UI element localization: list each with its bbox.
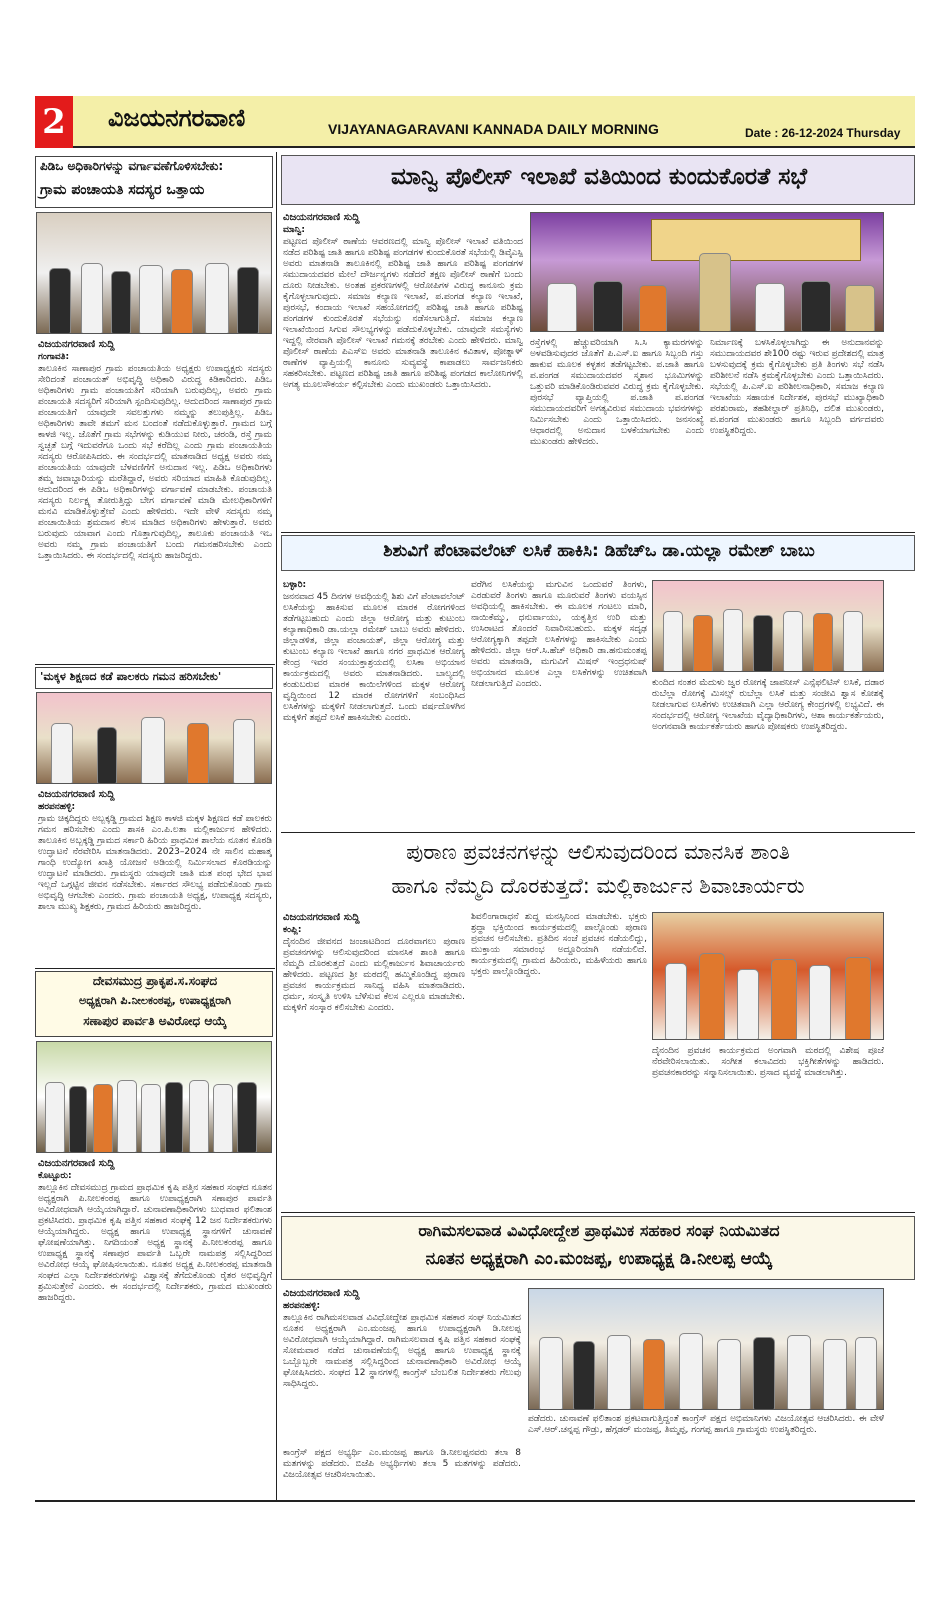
- article-a7-body-1: ತಾಲ್ಲೂಕಿನ ರಾಗಿಮಸಲವಾಡ ವಿವಿಧೋದ್ದೇಶ ಪ್ರಾಥಮಿಕ ಸಹಕಾರ ಸಂಘ ನಿಯಮಿತದ ನೂತನ ಅಧ್ಯಕ್ಷರಾಗಿ ಎಂ.ಮಂಜಪ್ಪ ಹಾಗೂ ಉಪಾಧ್ಯಕ್ಷರಾಗಿ ಡಿ.ನೀಲಪ್ಪ ಅವಿರೋಧವಾಗಿ ಆಯ್ಕೆಯಾಗಿದ್ದಾರೆ. ರಾಗಿಮಸಲವಾಡ ಕೃಷಿ ಪತ್ತಿನ ಸಹಕಾರ ಸಂಘಕ್ಕೆ ಸೋಮವಾರ ನಡೆದ ಚುನಾವಣೆಯಲ್ಲಿ ಅಧ್ಯಕ್ಷ ಹಾಗೂ ಉಪಾಧ್ಯಕ್ಷ ಸ್ಥಾನಕ್ಕೆ ಒಬ್ಬೊಬ್ಬರೇ ನಾಮಪತ್ರ ಸಲ್ಲಿಸಿದ್ದರಿಂದ ಚುನಾವಣಾಧಿಕಾರಿ ಅವಿರೋಧ ಆಯ್ಕೆ ಘೋಷಿಸಿದರು. ಸಂಘದ 12 ಸ್ಥಾನಗಳಲ್ಲಿ ಕಾಂಗ್ರೆಸ್ ಬೆಂಬಲಿತ ನಿರ್ದೇಶಕರು ಗೆಲುವು ಸಾಧಿಸಿದ್ದರು.: [283, 1313, 521, 1389]
- article-a6-body-1: ದೈನಂದಿನ ಜೀವನದ ಜಂಜಾಟದಿಂದ ದೂರವಾಗಲು ಪುರಾಣ ಪ್ರವಚನಗಳನ್ನು ಆಲಿಸುವುದರಿಂದ ಮಾನಸಿಕ ಶಾಂತಿ ಹಾಗೂ ನೆಮ್ಮದಿ ದೊರಕುತ್ತದೆ ಎಂದು ಮಲ್ಲಿಕಾರ್ಜುನ ಶಿವಾಚಾರ್ಯರು ಹೇಳಿದರು. ಪಟ್ಟಣದ ಶ್ರೀ ಮಠದಲ್ಲಿ ಹಮ್ಮಿಕೊಂಡಿದ್ದ ಪುರಾಣ ಪ್ರವಚನ ಕಾರ್ಯಕ್ರಮದ ಸಾನಿಧ್ಯ ವಹಿಸಿ ಮಾತನಾಡಿದರು. ಧರ್ಮ, ಸಂಸ್ಕೃತಿ ಉಳಿಸಿ ಬೆಳೆಸುವ ಕೆಲಸ ಎಲ್ಲರೂ ಮಾಡಬೇಕು. ಮಕ್ಕಳಿಗೆ ಸಂಸ್ಕಾರ ಕಲಿಸಬೇಕು ಎಂದರು.: [283, 937, 465, 1013]
- divider: [35, 664, 275, 665]
- article-a6-dateline: ಕಂಪ್ಲಿ:: [283, 925, 302, 935]
- divider: [281, 532, 915, 533]
- article-a5-body-1: ಜನನವಾದ 45 ದಿನಗಳ ಅವಧಿಯಲ್ಲಿ ಶಿಶು ವಿಗೆ ಪೆಂಟಾವಲೆಂಟ್ ಲಸಿಕೆಯನ್ನು ಹಾಕಿಸುವ ಮೂಲಕ ಮಾರಕ ರೋಗಗಳಿಂದ ತಡೆಗಟ್ಟಬಹುದು ಎಂದು ಜಿಲ್ಲಾ ಆರೋಗ್ಯ ಮತ್ತು ಕುಟುಂಬ ಕಲ್ಯಾಣಾಧಿಕಾರಿ ಡಾ.ಯಲ್ಲಾ ರಮೇಶ್ ಬಾಬು ಅವರು ಹೇಳಿದರು. ಜಿಲ್ಲಾಡಳಿತ, ಜಿಲ್ಲಾ ಪಂಚಾಯತ್, ಜಿಲ್ಲಾ ಆರೋಗ್ಯ ಮತ್ತು ಕುಟುಂಬ ಕಲ್ಯಾಣ ಇಲಾಖೆ ಹಾಗೂ ನಗರ ಪ್ರಾಥಮಿಕ ಆರೋಗ್ಯ ಕೇಂದ್ರ ಇವರ ಸಂಯುಕ್ತಾಶ್ರಯದಲ್ಲಿ ಲಸಿಕಾ ಅಭಿಯಾನ ಕಾರ್ಯಕ್ರಮದಲ್ಲಿ ಅವರು ಮಾತನಾಡಿದರು. ಬಾಲ್ಯದಲ್ಲಿ ಕಂಡುಬರುವ ಮಾರಕ ಕಾಯಿಲೆಗಳಿಂದ ಮಕ್ಕಳ ಆರೋಗ್ಯ ವೃದ್ಧಿಯಿಂದ 12 ಮಾರಕ ರೋಗಗಳಿಗೆ ಸಂಬಂಧಿಸಿದ ಲಸಿಕೆಗಳನ್ನು ಮಕ್ಕಳಿಗೆ ನೀಡಲಾಗುತ್ತದೆ. ಒಂದು ವರ್ಷದೊಳಗಿನ ಮಕ್ಕಳಿಗೆ ತಪ್ಪದೆ ಲಸಿಕೆ ಹಾಕಿಸಬೇಕು ಎಂದರು.: [283, 592, 465, 723]
- article-a6-body-2: ಶಿವಲಿಂಗಾರಾಧನೆ ಶುದ್ಧ ಮನಸ್ಸಿನಿಂದ ಮಾಡಬೇಕು. ಭಕ್ತರು ಶ್ರದ್ಧಾ ಭಕ್ತಿಯಿಂದ ಕಾರ್ಯಕ್ರಮದಲ್ಲಿ ಪಾಲ್ಗೊಂಡು ಪುರಾಣ ಪ್ರವಚನ ಆಲಿಸಬೇಕು. ಪ್ರತಿದಿನ ಸಂಜೆ ಪ್ರವಚನ ನಡೆಯಲಿದ್ದು, ಮುಕ್ತಾಯ ಸಮಾರಂಭ ಅದ್ದೂರಿಯಾಗಿ ನಡೆಯಲಿದೆ. ಕಾರ್ಯಕ್ರಮದಲ್ಲಿ ಗ್ರಾಮದ ಹಿರಿಯರು, ಮಹಿಳೆಯರು ಹಾಗೂ ಭಕ್ತರು ಪಾಲ್ಗೊಂಡಿದ್ದರು.: [471, 912, 647, 977]
- article-a5-dateline: ಬಳ್ಳಾರಿ:: [283, 580, 307, 590]
- article-a7-photo: [528, 1288, 884, 1410]
- article-a2-dateline: ಹರಪನಹಳ್ಳಿ:: [38, 802, 76, 812]
- article-a1-byline: ವಿಜಯನಗರವಾಣಿ ಸುದ್ದಿ: [38, 339, 115, 350]
- article-a2-headline: 'ಮಕ್ಕಳ ಶಿಕ್ಷಣದ ಕಡೆ ಪಾಲಕರು ಗಮನ ಹರಿಸಬೇಕು': [40, 670, 222, 683]
- article-a2-byline: ವಿಜಯನಗರವಾಣಿ ಸುದ್ದಿ: [38, 789, 115, 800]
- footer-rule: [35, 1500, 915, 1502]
- article-a6-byline: ವಿಜಯನಗರವಾಣಿ ಸುದ್ದಿ: [283, 912, 360, 923]
- article-a4-headline: ಮಾನ್ವಿ ಪೊಲೀಸ್ ಇಲಾಖೆ ವತಿಯಿಂದ ಕುಂದುಕೊರತೆ ಸಭೆ: [391, 164, 807, 190]
- divider: [281, 832, 915, 833]
- divider: [281, 1212, 915, 1213]
- article-a1-body: ತಾಲೂಕಿನ ಸಾಣಾಪುರ ಗ್ರಾಮ ಪಂಚಾಯತಿಯ ಅಧ್ಯಕ್ಷರು ಉಪಾಧ್ಯಕ್ಷರು ಸದಸ್ಯರು ಸೇರಿದಂತೆ ಪಂಚಾಯತ್ ಅಭಿವೃದ್ಧಿ ಅಧಿಕಾರಿ ವಿರುದ್ಧ ಕಿಡಿಕಾರಿದರು. ಪಿಡಿಒ ಅಧಿಕಾರಿಗಳು ಗ್ರಾಮ ಪಂಚಾಯತಿಗೆ ಸರಿಯಾಗಿ ಬರುವುದಿಲ್ಲ, ಅವರು ಗ್ರಾಮ ಪಂಚಾಯತಿ ಸದಸ್ಯರಿಗೆ ಸರಿಯಾಗಿ ಸ್ಪಂದಿಸುವುದಿಲ್ಲ. ಆದುದರಿಂದ ಸಾಣಾಪುರ ಗ್ರಾಮ ಪಂಚಾಯತಿಗೆ ಯಾವುದೇ ಸವಲತ್ತುಗಳು ನಮ್ಮನ್ನು ತಲುಪುತ್ತಿಲ್ಲ. ಪಿಡಿಒ ಅಧಿಕಾರಿಗಳು ತಾವೇ ತಮಗೆ ಮನ ಬಂದಂತೆ ನಡೆದುಕೊಳ್ಳುತ್ತಾರೆ. ಗ್ರಾಮದ ಬಗ್ಗೆ ಕಾಳಜಿ ಇಲ್ಲ. ಜೊತೆಗೆ ಗ್ರಾಮ ಸಭೆಗಳನ್ನು ಕುಡಿಯುವ ನೀರು, ಚರಂಡಿ, ರಸ್ತೆ ಗ್ರಾಮ ಸ್ವಚ್ಛತೆ ಬಗ್ಗೆ ಇದುವರೆಗೂ ಒಂದು ಸಭೆ ಕರೆದಿಲ್ಲ ಎಂದು ಗ್ರಾಮ ಪಂಚಾಯತಿಯ ಸದಸ್ಯರು ಆರೋಪಿಸಿದರು. ಈ ಸಂದರ್ಭದಲ್ಲಿ ಮಾತನಾಡಿದ ಅಧ್ಯಕ್ಷ ಅವರು ನಮ್ಮ ಪಂಚಾಯತಿಯ ಯಾವುದೇ ಬೆಳವಣಿಗೆಗೆ ಅನುದಾನ ಇಲ್ಲ. ಪಿಡಿಒ ಅಧಿಕಾರಿಗಳು ತಮ್ಮ ಜವಾಬ್ದಾರಿಯನ್ನು ಮರೆತಿದ್ದಾರೆ, ಅವರು ಸರಿಯಾದ ಮಾಹಿತಿ ಕೊಡುವುದಿಲ್ಲ. ಆದುದರಿಂದ ಈ ಪಿಡಿಒ ಅಧಿಕಾರಿಗಳನ್ನು ವರ್ಗಾವಣೆ ಮಾಡಬೇಕು. ಪಂಚಾಯತಿ ಸದಸ್ಯರು ನಿರ್ಲಕ್ಷ್ಯ ತೋರುತ್ತಿದ್ದು ಬೇಗ ವರ್ಗಾವಣೆ ಮಾಡಿ ಮೇಲಧಿಕಾರಿಗಳಿಗೆ ಮನವಿ ಮಾಡಿಕೊಳ್ಳುತ್ತೇವೆ ಎಂದು ಹೇಳಿದರು. ಇದೇ ವೇಳೆ ಸದಸ್ಯರು ನಮ್ಮ ಪಂಚಾಯಿತಿಯ ಶ್ರಮದಾನ ಕೆಲಸ ಮಾಡಿದ ಅಧಿಕಾರಿಗಳು ಹೇಳುತ್ತಾರೆ. ಅವರು ಬರುವುದು ಯಾವಾಗ ಎಂದು ಗೊತ್ತಾಗುವುದಿಲ್ಲ, ತಾಲೂಕು ಪಂಚಾಯತಿ ಇಒ ಅವರು ನಮ್ಮ ಗ್ರಾಮ ಪಂಚಾಯತಿಗೆ ಬಂದು ಗಮನಹರಿಸಬೇಕು ಎಂದು ಒತ್ತಾಯಿಸಿದರು. ಈ ಸಂದರ್ಭದಲ್ಲಿ ಸದಸ್ಯರು ಹಾಜರಿದ್ದರು.: [38, 364, 272, 561]
- article-a4-byline: ವಿಜಯನಗರವಾಣಿ ಸುದ್ದಿ: [283, 212, 360, 223]
- article-a5-body-2: ವರೆಗಿನ ಲಸಿಕೆಯನ್ನು ಮಗುವಿನ ಒಂದುವರೆ ತಿಂಗಳು, ಎರಡುವರೆ ತಿಂಗಳು ಹಾಗೂ ಮೂರುವರೆ ತಿಂಗಳು ವಯಸ್ಸಿನ ಅವಧಿಯಲ್ಲಿ ಹಾಕಿಸಬೇಕು. ಈ ಮೂಲಕ ಗಂಟಲು ಮಾರಿ, ನಾಯಿಕೆಮ್ಮು, ಧನುರ್ವಾಯು, ಯಕೃತ್ತಿನ ಉರಿ ಮತ್ತು ಉಸಿರಾಟದ ತೊಂದರೆ ನಿವಾರಿಸಬಹುದು. ಮಕ್ಕಳ ಸದೃಢ ಆರೋಗ್ಯಕ್ಕಾಗಿ ತಪ್ಪದೇ ಲಸಿಕೆಗಳನ್ನು ಹಾಕಿಸಬೇಕು ಎಂದು ಹೇಳಿದರು. ಜಿಲ್ಲಾ ಆರ್.ಸಿ.ಹೆಚ್ ಅಧಿಕಾರಿ ಡಾ.ಹನುಮಂತಪ್ಪ ಅವರು ಮಾತನಾಡಿ, ಮಗುವಿಗೆ ಮಿಷನ್ ಇಂದ್ರಧನುಷ್ ಅಭಿಯಾನದ ಮೂಲಕ ಎಲ್ಲಾ ಲಸಿಕೆಗಳನ್ನು ಉಚಿತವಾಗಿ ನೀಡಲಾಗುತ್ತಿದೆ ಎಂದರು.: [471, 580, 647, 689]
- article-a7-body-2: ಕಾಂಗ್ರೆಸ್ ಪಕ್ಷದ ಅಭ್ಯರ್ಥಿ ಎಂ.ಮಂಜಪ್ಪ ಹಾಗೂ ಡಿ.ನೀಲಪ್ಪನವರು ತಲಾ 8 ಮತಗಳನ್ನು ಪಡೆದರು. ಬಿಜೆಪಿ ಅಭ್ಯರ್ಥಿಗಳು ತಲಾ 5 ಮತಗಳನ್ನು ಪಡೆದರು. ವಿಜಯೋತ್ಸವ ಆಚರಿಸಲಾಯಿತು.: [283, 1448, 521, 1480]
- article-a5-photo: [652, 580, 884, 672]
- article-a3-byline: ವಿಜಯನಗರವಾಣಿ ಸುದ್ದಿ: [38, 1158, 115, 1169]
- article-a3-headline-1: ದೇವಸಮುದ್ರ ಪ್ರಾಕೃಪ.ಸ.ಸಂಘದ: [92, 974, 218, 988]
- article-a4-dateline: ಮಾನ್ವಿ:: [283, 225, 305, 235]
- article-a3-headline-2: ಅಧ್ಯಕ್ಷರಾಗಿ ಪಿ.ನೀಲಕಂಠಪ್ಪ, ಉಪಾಧ್ಯಕ್ಷರಾಗಿ: [79, 994, 231, 1007]
- article-a1-dateline: ಗಂಗಾವತಿ:: [38, 352, 70, 362]
- article-a4-body-2: ರಸ್ತೆಗಳಲ್ಲಿ ಹೆಚ್ಚುವರಿಯಾಗಿ ಸಿ.ಸಿ ಕ್ಯಾಮರಗಳನ್ನು ಅಳವಡಿಸುವುದರ ಜೊತೆಗೆ ಪಿ.ಎಸ್.ಐ ಹಾಗೂ ಸಿಬ್ಬಂದಿ ಗಸ್ತು ಹಾಕುವ ಮೂಲಕ ಕಳ್ಳತನ ತಡೆಗಟ್ಟಬೇಕು. ಪ.ಜಾತಿ ಹಾಗೂ ಪ.ಪಂಗಡ ಸಮುದಾಯದವರ ಸ್ಮಶಾನ ಭೂಮಿಗಳನ್ನು ಒತ್ತುವರಿ ಮಾಡಿಕೊಂಡಿರುವವರ ವಿರುದ್ಧ ಕ್ರಮ ಕೈಗೊಳ್ಳಬೇಕು. ಪುರಸಭೆ ವ್ಯಾಪ್ತಿಯಲ್ಲಿ ಪ.ಜಾತಿ ಪ.ಪಂಗಡ ಸಮುದಾಯದವರಿಗೆ ಅಗತ್ಯವಿರುವ ಸಮುದಾಯ ಭವನಗಳನ್ನು ನಿರ್ಮಿಸಬೇಕು ಎಂದು ಒತ್ತಾಯಿಸಿದರು. ಜನಸಂಖ್ಯೆ ಆಧಾರದಲ್ಲಿ ಅನುದಾನ ಬಳಕೆಯಾಗಬೇಕು ಎಂದು ಮುಖಂಡರು ಹೇಳಿದರು.: [530, 338, 704, 447]
- article-a1-photo: [36, 212, 272, 334]
- article-a2-photo: [36, 692, 272, 784]
- article-a1-headline-1: ಪಿಡಿಒ ಅಧಿಕಾರಿಗಳನ್ನು ವರ್ಗಾವಣೆಗೊಳಿಸಬೇಕು:: [40, 159, 224, 173]
- issue-date: Date : 26-12-2024 Thursday: [745, 126, 901, 140]
- article-a6-headline-2: ಹಾಗೂ ನೆಮ್ಮದಿ ದೊರಕುತ್ತದೆ: ಮಲ್ಲಿಕಾರ್ಜುನ ಶಿವಾಚಾರ್ಯರು: [391, 874, 805, 898]
- article-a5-headline: ಶಿಶುವಿಗೆ ಪೆಂಟಾವಲೆಂಟ್ ಲಸಿಕೆ ಹಾಕಿಸಿ: ಡಿಹೆಚ್ಒ ಡಾ.ಯಲ್ಲಾ ರಮೇಶ್ ಬಾಬು: [383, 541, 815, 561]
- article-a4-photo: [530, 212, 884, 332]
- newspaper-name-english: VIJAYANAGARAVANI KANNADA DAILY MORNING: [328, 121, 659, 137]
- column-rule: [276, 152, 277, 1502]
- article-a7-headline-2: ನೂತನ ಅಧ್ಯಕ್ಷರಾಗಿ ಎಂ.ಮಂಜಪ್ಪ, ಉಪಾಧ್ಯಕ್ಷ ಡಿ.ನೀಲಪ್ಪ ಆಯ್ಕೆ: [425, 1249, 773, 1269]
- page-number: 2: [35, 96, 73, 148]
- divider: [35, 968, 275, 969]
- article-a7-body-3: ಪಡೆದರು. ಚುನಾವಣೆ ಫಲಿತಾಂಶ ಪ್ರಕಟವಾಗುತ್ತಿದ್ದಂತೆ ಕಾಂಗ್ರೆಸ್ ಪಕ್ಷದ ಅಭಿಮಾನಿಗಳು ವಿಜಯೋತ್ಸವ ಆಚರಿಸಿದರು. ಈ ವೇಳೆ ಎಸ್.ಆರ್.ಚನ್ನಪ್ಪ ಗೌಡ್ರು, ಹೆಗ್ಗಡರ್ ಮಂಜಪ್ಪ, ತಿಮ್ಮಪ್ಪ, ಗಂಗಪ್ಪ ಹಾಗೂ ಗ್ರಾಮಸ್ಥರು ಉಪಸ್ಥಿತರಿದ್ದರು.: [528, 1414, 884, 1435]
- article-a3-dateline: ಕೊಟ್ಟೂರು:: [38, 1171, 72, 1181]
- article-a6-headline-1: ಪುರಾಣ ಪ್ರವಚನಗಳನ್ನು ಆಲಿಸುವುದರಿಂದ ಮಾನಸಿಕ ಶಾಂತಿ: [406, 840, 790, 864]
- article-a6-photo: [652, 912, 884, 1040]
- article-a4-body-1: ಪಟ್ಟಣದ ಪೊಲೀಸ್ ಠಾಣೆಯ ಆವರಣದಲ್ಲಿ ಮಾನ್ವಿ ಪೊಲೀಸ್ ಇಲಾಖೆ ವತಿಯಿಂದ ನಡೆದ ಪರಿಶಿಷ್ಟ ಜಾತಿ ಹಾಗೂ ಪರಿಶಿಷ್ಟ ಪಂಗಡಗಳ ಕುಂದುಕೊರತೆ ಸಭೆಯಲ್ಲಿ ಡಿವೈಎಸ್ಪಿ ಅವರು ಮಾತನಾಡಿ ತಾಲೂಕಿನಲ್ಲಿ ಪರಿಶಿಷ್ಟ ಜಾತಿ ಹಾಗೂ ಪರಿಶಿಷ್ಟ ಪಂಗಡಗಳ ಸಮುದಾಯದವರ ಮೇಲೆ ದೌರ್ಜನ್ಯಗಳು ನಡೆದರೆ ತಕ್ಷಣ ಪೊಲೀಸ್ ಠಾಣೆಗೆ ಬಂದು ದೂರು ನೀಡಬೇಕು. ಅಂತಹ ಪ್ರಕರಣಗಳಲ್ಲಿ ಆರೋಪಿಗಳ ವಿರುದ್ಧ ಕಾನೂನು ಕ್ರಮ ಕೈಗೊಳ್ಳಲಾಗುವುದು. ಸಮಾಜ ಕಲ್ಯಾಣ ಇಲಾಖೆ, ಪ.ಪಂಗಡ ಕಲ್ಯಾಣ ಇಲಾಖೆ, ಪುರಸಭೆ, ಕಂದಾಯ ಇಲಾಖೆ ಸಹಯೋಗದಲ್ಲಿ ಪರಿಶಿಷ್ಟ ಜಾತಿ ಹಾಗೂ ಪರಿಶಿಷ್ಟ ಪಂಗಡಗಳ ಕುಂದುಕೊರತೆ ಸಭೆಯನ್ನು ನಡೆಸಲಾಗುತ್ತಿದೆ. ಸಮಾಜ ಕಲ್ಯಾಣ ಇಲಾಖೆಯಿಂದ ಸಿಗುವ ಸೌಲಭ್ಯಗಳನ್ನು ಪಡೆದುಕೊಳ್ಳಬೇಕು. ಯಾವುದೇ ಸಮಸ್ಯೆಗಳು ಇದ್ದಲ್ಲಿ ನೇರವಾಗಿ ಪೊಲೀಸ್ ಇಲಾಖೆ ಗಮನಕ್ಕೆ ತರಬೇಕು ಎಂದು ಹೇಳಿದರು. ಮಾನ್ವಿ ಪೊಲೀಸ್ ಠಾಣೆಯ ಪಿಎಸ್ಐ ಅವರು ಮಾತನಾಡಿ ತಾಲೂಕಿನ ಕವಿತಾಳ, ಪೋತ್ನಾಳ್ ಠಾಣೆಗಳ ವ್ಯಾಪ್ತಿಯಲ್ಲಿ ಕಾನೂನು ಸುವ್ಯವಸ್ಥೆ ಕಾಪಾಡಲು ಸಾರ್ವಜನಿಕರು ಸಹಕರಿಸಬೇಕು. ಪಟ್ಟಣದ ಪರಿಶಿಷ್ಟ ಜಾತಿ ಹಾಗೂ ಪರಿಶಿಷ್ಟ ಪಂಗಡದ ಕಾಲೋನಿಗಳಲ್ಲಿ ಅಗತ್ಯ ಮೂಲಸೌಕರ್ಯ ಕಲ್ಪಿಸಬೇಕು ಎಂದು ಮುಖಂಡರು ಒತ್ತಾಯಿಸಿದರು.: [283, 237, 523, 390]
- article-a7-byline: ವಿಜಯನಗರವಾಣಿ ಸುದ್ದಿ: [283, 1288, 360, 1299]
- article-a3-photo: [36, 1041, 272, 1153]
- article-a3-body: ತಾಲ್ಲೂಕಿನ ದೇವಸಮುದ್ರ ಗ್ರಾಮದ ಪ್ರಾಥಮಿಕ ಕೃಷಿ ಪತ್ತಿನ ಸಹಕಾರ ಸಂಘದ ನೂತನ ಅಧ್ಯಕ್ಷರಾಗಿ ಪಿ.ನೀಲಕಂಠಪ್ಪ ಹಾಗೂ ಉಪಾಧ್ಯಕ್ಷರಾಗಿ ಸಣಾಪುರ ಪಾರ್ವತಿ ಅವಿರೋಧವಾಗಿ ಆಯ್ಕೆಯಾಗಿದ್ದಾರೆ. ಚುನಾವಣಾಧಿಕಾರಿಗಳು ಬುಧವಾರ ಫಲಿತಾಂಶ ಪ್ರಕಟಿಸಿದರು. ಪ್ರಾಥಮಿಕ ಕೃಷಿ ಪತ್ತಿನ ಸಹಕಾರ ಸಂಘಕ್ಕೆ 12 ಜನ ನಿರ್ದೇಶಕರುಗಳು ಆಯ್ಕೆಯಾಗಿದ್ದರು. ಅಧ್ಯಕ್ಷ ಹಾಗೂ ಉಪಾಧ್ಯಕ್ಷ ಸ್ಥಾನಗಳಿಗೆ ಚುನಾವಣೆ ಘೋಷಣೆಯಾಗಿತ್ತು. ನಿಗದಿಯಂತೆ ಅಧ್ಯಕ್ಷ ಸ್ಥಾನಕ್ಕೆ ಪಿ.ನೀಲಕಂಠಪ್ಪ ಹಾಗೂ ಉಪಾಧ್ಯಕ್ಷ ಸ್ಥಾನಕ್ಕೆ ಸಣಾಪುರ ಪಾರ್ವತಿ ಒಬ್ಬರೇ ನಾಮಪತ್ರ ಸಲ್ಲಿಸಿದ್ದರಿಂದ ಅವಿರೋಧ ಆಯ್ಕೆ ಘೋಷಿಸಲಾಯಿತು. ನೂತನ ಅಧ್ಯಕ್ಷ ಪಿ.ನೀಲಕಂಠಪ್ಪ ಮಾತನಾಡಿ ಸಂಘದ ಎಲ್ಲಾ ನಿರ್ದೇಶಕರುಗಳನ್ನು ವಿಶ್ವಾಸಕ್ಕೆ ತೆಗೆದುಕೊಂಡು ರೈತರ ಅಭಿವೃದ್ಧಿಗೆ ಶ್ರಮಿಸುತ್ತೇನೆ ಎಂದರು. ಈ ಸಂದರ್ಭದಲ್ಲಿ ನಿರ್ದೇಶಕರು, ಗ್ರಾಮದ ಮುಖಂಡರು ಹಾಜರಿದ್ದರು.: [38, 1183, 272, 1303]
- article-a4-body-3: ನಿರ್ಮಾಣಕ್ಕೆ ಬಳಸಿಕೊಳ್ಳಲಾಗಿದ್ದು ಈ ಅನುದಾನವನ್ನು ಸಮುದಾಯದವರ ಶೇ100 ರಷ್ಟು ಇರುವ ಪ್ರದೇಶದಲ್ಲಿ ಮಾತ್ರ ಬಳಸುವುದಕ್ಕೆ ಕ್ರಮ ಕೈಗೊಳ್ಳಬೇಕು ಪ್ರತಿ ತಿಂಗಳು ಸಭೆ ನಡೆಸಿ ಪರಿಶೀಲನೆ ನಡೆಸಿ ಕ್ರಮಕೈಗೊಳ್ಳಬೇಕು ಎಂದು ಒತ್ತಾಯಿಸಿದರು. ಸಭೆಯಲ್ಲಿ ಪಿ.ಎಸ್.ಐ ಪರಿಶೀಲನಾಧಿಕಾರಿ, ಸಮಾಜ ಕಲ್ಯಾಣ ಇಲಾಖೆಯ ಸಹಾಯಕ ನಿರ್ದೇಶಕ, ಪುರಸಭೆ ಮುಖ್ಯಾಧಿಕಾರಿ ಪರಶುರಾಮ, ತಹಶೀಲ್ದಾರ್ ಪ್ರತಿನಿಧಿ, ದಲಿತ ಮುಖಂಡರು, ಪ.ಪಂಗಡ ಮುಖಂಡರು ಹಾಗೂ ಸಿಬ್ಬಂದಿ ವರ್ಗದವರು ಉಪಸ್ಥಿತರಿದ್ದರು.: [710, 338, 884, 436]
- article-a7-headline-1: ರಾಗಿಮಸಲವಾಡ ವಿವಿಧೋದ್ದೇಶ ಪ್ರಾಥಮಿಕ ಸಹಕಾರ ಸಂಘ ನಿಯಮಿತದ: [418, 1221, 780, 1240]
- article-a7-dateline: ಹರಪನಹಳ್ಳಿ:: [283, 1301, 321, 1311]
- article-a2-body: ಗ್ರಾಮ ಚಿಕ್ಕದಿದ್ದರು ಅಬ್ಬಕ್ಕಡ್ಡಿ ಗ್ರಾಮದ ಶಿಕ್ಷಣ ಕಾಳಜಿ ಮಕ್ಕಳ ಶಿಕ್ಷಣದ ಕಡೆ ಪಾಲಕರು ಗಮನ ಹರಿಸಬೇಕು ಎಂದು ಶಾಸಕಿ ಎಂ.ಪಿ.ಲತಾ ಮಲ್ಲಿಕಾರ್ಜುನ ಹೇಳಿದರು. ತಾಲೂಕಿನ ಅಬ್ಬಕ್ಕಡ್ಡಿ ಗ್ರಾಮದ ಸರ್ಕಾರಿ ಹಿರಿಯ ಪ್ರಾಥಮಿಕ ಶಾಲೆಯ ನೂತನ ಕೊಠಡಿ ಉದ್ಘಾಟನೆ ನೆರವೇರಿಸಿ ಮಾತನಾಡಿದರು. 2023–2024 ನೇ ಸಾಲಿನ ಮಹಾತ್ಮ ಗಾಂಧಿ ಉದ್ಯೋಗ ಖಾತ್ರಿ ಯೋಜನೆ ಅಡಿಯಲ್ಲಿ ನಿರ್ಮಿಸಲಾದ ಕೊಠಡಿಯನ್ನು ಉದ್ಘಾಟನೆ ಮಾಡಿದರು. ಗ್ರಾಮಸ್ಥರು ಯಾವುದೇ ಜಾತಿ ಮತ ಪಂಥ ಭೇದ ಭಾವ ಇಲ್ಲದೆ ಒಗ್ಗಟ್ಟಿನ ಜೀವನ ನಡೆಸಬೇಕು. ಸರ್ಕಾರದ ಸೌಲಭ್ಯ ಪಡೆದುಕೊಂಡು ಗ್ರಾಮ ಅಭಿವೃದ್ಧಿ ಆಗಬೇಕು ಎಂದರು. ಗ್ರಾಮ ಪಂಚಾಯತಿ ಅಧ್ಯಕ್ಷ, ಉಪಾಧ್ಯಕ್ಷ ಸದಸ್ಯರು, ಶಾಲಾ ಮುಖ್ಯ ಶಿಕ್ಷಕರು, ಗ್ರಾಮದ ಹಿರಿಯರು ಹಾಜರಿದ್ದರು.: [38, 814, 272, 912]
- article-a1-headline-2: ಗ್ರಾಮ ಪಂಚಾಯತಿ ಸದಸ್ಯರ ಒತ್ತಾಯ: [40, 182, 205, 198]
- article-a6-body-3: ದೈನಂದಿನ ಪ್ರವಚನ ಕಾರ್ಯಕ್ರಮದ ಅಂಗವಾಗಿ ಮಠದಲ್ಲಿ ವಿಶೇಷ ಪೂಜೆ ನೆರವೇರಿಸಲಾಯಿತು. ಸಂಗೀತ ಕಲಾವಿದರು ಭಕ್ತಿಗೀತೆಗಳನ್ನು ಹಾಡಿದರು. ಪ್ರವಚನಕಾರರನ್ನು ಸನ್ಮಾನಿಸಲಾಯಿತು. ಪ್ರಸಾದ ವ್ಯವಸ್ಥೆ ಮಾಡಲಾಗಿತ್ತು.: [652, 1046, 884, 1078]
- article-a5-body-3: ಕುಂದಿದ ನಂತರ ಮೆದುಳು ಜ್ವರ ರೋಗಕ್ಕೆ ಜಾಪನೀಸ್ ಎನ್ಸೆಫಲಿಟಿಸ್ ಲಸಿಕೆ, ದಡಾರ ರುಬೆಲ್ಲಾ ರೋಗಕ್ಕೆ ಮಿಸಲ್ಸ್ ರುಬೆಲ್ಲಾ ಲಸಿಕೆ ಮತ್ತು ಸಂಜೀವಿ ಶ್ವಾಸ ಕೋಶಕ್ಕೆ ನೀಡಲಾಗುವ ಲಸಿಕೆಗಳು ಉಚಿತವಾಗಿ ಎಲ್ಲಾ ಆರೋಗ್ಯ ಕೇಂದ್ರಗಳಲ್ಲಿ ಲಭ್ಯವಿದೆ. ಈ ಸಂದರ್ಭದಲ್ಲಿ ಆರೋಗ್ಯ ಇಲಾಖೆಯ ವೈದ್ಯಾಧಿಕಾರಿಗಳು, ಆಶಾ ಕಾರ್ಯಕರ್ತೆಯರು, ಅಂಗನವಾಡಿ ಕಾರ್ಯಕರ್ತೆಯರು ಹಾಗೂ ಪೋಷಕರು ಉಪಸ್ಥಿತರಿದ್ದರು.: [652, 678, 884, 732]
- article-a3-headline-3: ಸಣಾಪುರ ಪಾರ್ವತಿ ಅವಿರೋಧ ಆಯ್ಕೆ: [83, 1014, 227, 1028]
- newspaper-name-kannada: ವಿಜಯನಗರವಾಣಿ: [108, 104, 246, 132]
